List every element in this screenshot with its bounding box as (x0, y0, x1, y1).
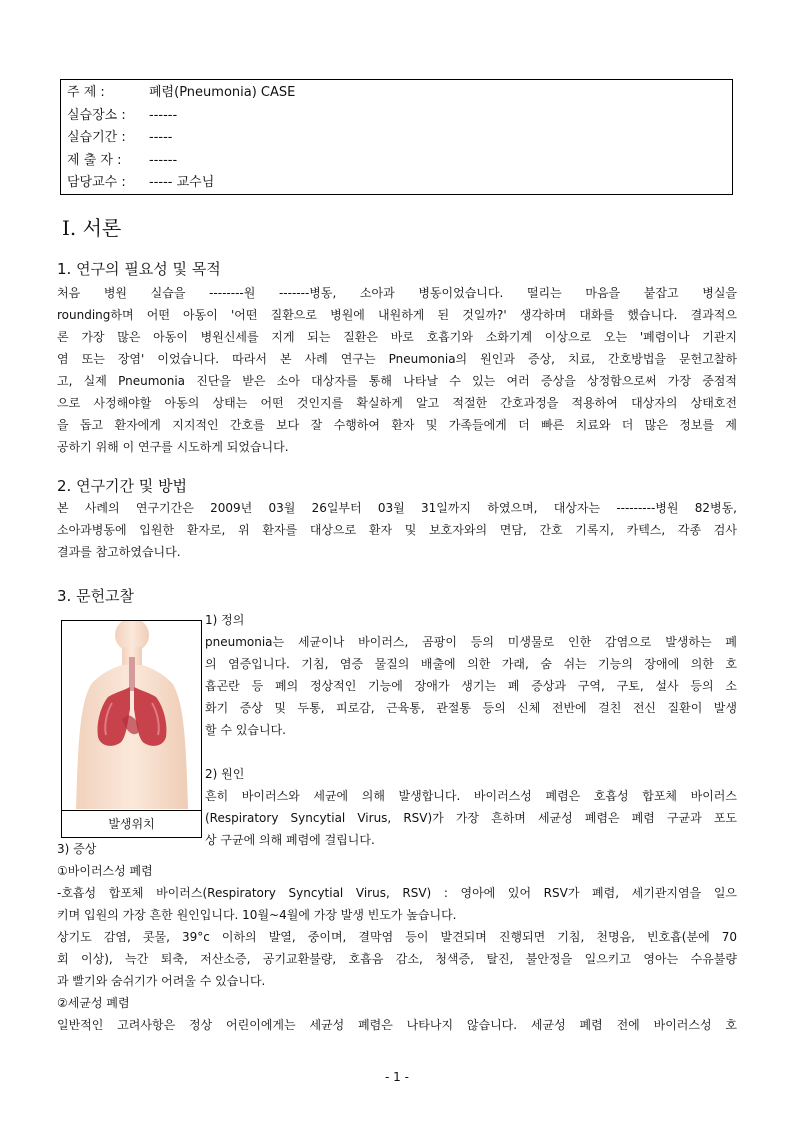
section-2-title: 2. 연구기간 및 방법 (57, 477, 188, 495)
text-line: 2) 원인 (205, 767, 245, 781)
text-line: rounding하며 어떤 아동이 '어떤 질환으로 병원에 내원하게 된 것일까?' 생각하며 대화를 했습니다. 결과적으 (57, 308, 737, 322)
text-line: 일반적인 고려사항은 정상 어린이에게는 세균성 폐렴은 나타나지 않습니다. 세균성 폐렴 전에 바이러스성 호 (57, 1018, 737, 1032)
section-1-body (57, 282, 737, 458)
lung-figure (61, 620, 202, 838)
text-line: -호흡성 합포체 바이러스(Respiratory Syncytial Virus, RSV) : 영아에 있어 RSV가 폐렴, 세기관지염을 일으 (57, 886, 737, 900)
section-3-side-text (205, 609, 737, 851)
text-line: 염 또는 장염' 이었습니다. 따라서 본 사례 연구는 Pneumonia의 원인과 증상, 치료, 간호방법을 문헌고찰하 (57, 352, 737, 366)
info-row-professor (67, 172, 732, 195)
text-line: 공하기 위해 이 연구를 시도하게 되었습니다. (57, 440, 289, 454)
info-row-subject (67, 82, 732, 105)
info-row-place (67, 105, 732, 128)
text-line: 결과를 참고하였습니다. (57, 545, 181, 559)
figure-caption: 발생위치 (62, 810, 201, 838)
section-3-title: 3. 문헌고찰 (57, 587, 135, 605)
text-line: ①바이러스성 폐렴 (57, 864, 153, 878)
info-value: ----- 교수님 (149, 175, 215, 190)
text-line: 고, 실제 Pneumonia 진단을 받은 소아 대상자를 통해 나타날 수 있는 여러 증상을 상정함으로써 가장 중점적 (57, 374, 737, 388)
info-label: 실습장소 : (67, 107, 126, 123)
text-line: 을 돕고 환자에게 지지적인 간호를 보다 잘 수행하여 환자 및 가족들에게 더 빠른 치료와 더 많은 정보를 제 (57, 418, 737, 432)
text-line: 흡곤란 등 폐의 정상적인 기능에 장애가 생기는 폐 증상과 구역, 구토, 설사 등의 소 (205, 679, 737, 693)
lungs-anatomy-image (62, 621, 201, 809)
text-line: 회 이상), 늑간 퇴축, 저산소증, 공기교환불량, 호흡음 감소, 청색증, 탈진, 불안정을 일으키고 영아는 수유불량 (57, 952, 737, 966)
info-label: 실습기간 : (67, 130, 126, 145)
text-line: 과 빨기와 숨쉬기가 어려울 수 있습니다. (57, 974, 266, 988)
info-value: 폐렴(Pneumonia) CASE (149, 85, 296, 100)
info-row-submitter (67, 150, 732, 173)
text-line: 으로 사정해야할 아동의 상태는 어떤 것인지를 확실하게 알고 적절한 간호과정을 적용하여 대상자의 상태호전 (57, 396, 737, 410)
text-line: 론 가장 많은 아동이 병원신세를 지게 되는 질환은 바로 호흡기와 소화기계 이상으로 오는 '폐렴이나 기관지 (57, 330, 737, 344)
section-2-body (57, 497, 737, 563)
text-line: 상 구균에 의해 폐렴에 걸립니다. (205, 833, 375, 847)
info-label: 담당교수 : (67, 175, 126, 190)
text-line: 소아과병동에 입원한 환자로, 위 환자를 대상으로 환자 및 보호자와의 면담, 간호 기록지, 카텍스, 각종 검사 (57, 523, 737, 537)
text-line: pneumonia는 세균이나 바이러스, 곰팡이 등의 미생물로 인한 감염으로 발생하는 폐 (205, 635, 737, 649)
section-3-lower-text (57, 838, 737, 1036)
text-line: 의 염증입니다. 기침, 염증 물질의 배출에 의한 가래, 숨 쉬는 기능의 장애에 의한 호 (205, 657, 737, 671)
text-line (205, 741, 737, 763)
info-label: 주 제 : (67, 85, 105, 100)
text-line: 흔히 바이러스와 세균에 의해 발생합니다. 바이러스성 폐렴은 호흡성 합포체 바이러스 (205, 789, 737, 803)
text-line: 상기도 감염, 콧물, 39°c 이하의 발열, 중이며, 결막염 등이 발견되며 진행되면 기침, 천명음, 빈호흡(분에 70 (57, 930, 737, 944)
text-line: 키며 입원의 가장 흔한 원인입니다. 10월~4월에 가장 발생 빈도가 높습니다. (57, 908, 457, 922)
info-value: ------ (149, 107, 178, 123)
page-number: - 1 - (385, 1070, 409, 1084)
report-info-box (60, 79, 733, 195)
text-line: 화기 증상 및 두통, 피로감, 근육통, 관절통 등의 신체 전반에 걸친 전신 질환이 발생 (205, 701, 737, 715)
text-line: (Respiratory Syncytial Virus, RSV)가 가장 흔하며 세균성 폐렴은 폐렴 구균과 포도 (205, 811, 737, 825)
text-line: 본 사례의 연구기간은 2009년 03월 26일부터 03월 31일까지 하였으며, 대상자는 ---------병원 82병동, (57, 501, 737, 515)
text-line: 처음 병원 실습을 --------원 -------병동, 소아과 병동이었습니다. 떨리는 마음을 붙잡고 병실을 (57, 286, 737, 300)
text-line: 3) 증상 (57, 842, 97, 856)
text-line: ②세균성 폐렴 (57, 996, 130, 1010)
section-1-title: 1. 연구의 필요성 및 목적 (57, 260, 221, 278)
info-row-period (67, 127, 732, 150)
text-line: 1) 정의 (205, 613, 245, 627)
info-value: ----- (149, 130, 173, 145)
info-label: 제 출 자 : (67, 152, 122, 168)
chapter-title: Ⅰ. 서론 (62, 216, 122, 240)
info-value: ------ (149, 152, 178, 168)
text-line: 할 수 있습니다. (205, 723, 286, 737)
